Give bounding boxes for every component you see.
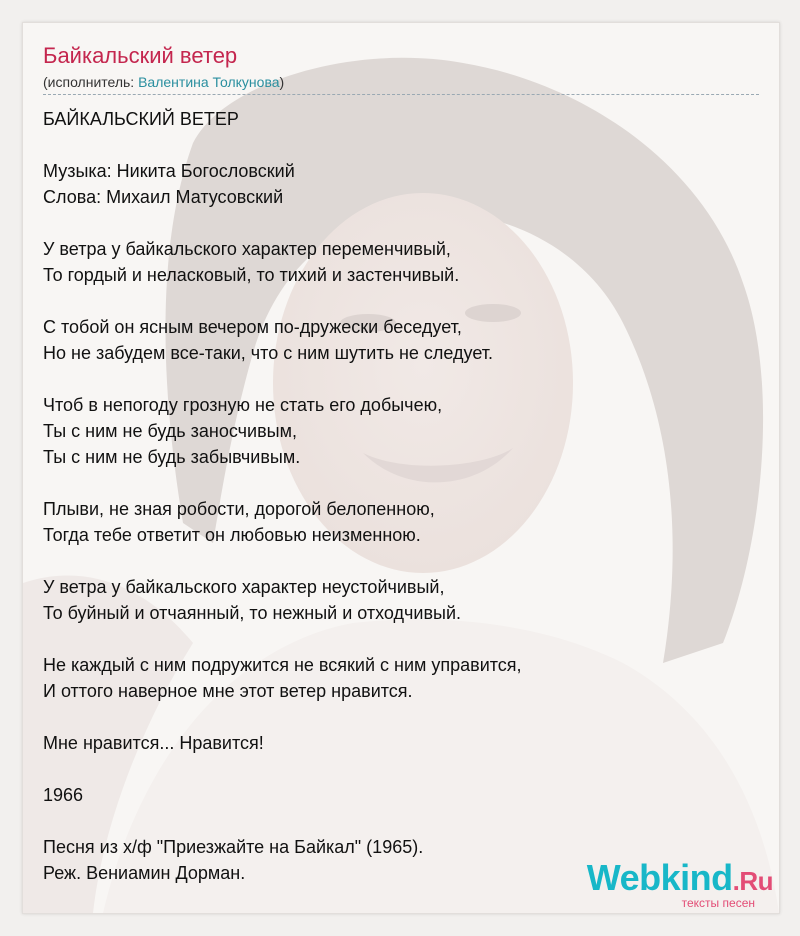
lyrics-blank-line	[43, 626, 759, 652]
artist-prefix: (исполнитель:	[43, 74, 139, 90]
lyrics-line: БАЙКАЛЬСКИЙ ВЕТЕР	[43, 109, 239, 129]
lyrics-blank-line	[43, 808, 759, 834]
lyrics-blank-line	[43, 704, 759, 730]
lyrics-line: Слова: Михаил Матусовский	[43, 187, 284, 207]
site-logo[interactable]	[586, 857, 773, 910]
main-content	[43, 43, 759, 886]
lyrics-text	[43, 106, 759, 886]
lyrics-line: Песня из х/ф "Приезжайте на Байкал" (1965).	[43, 837, 424, 857]
lyrics-line: Ты с ним не будь забывчивым.	[43, 447, 301, 467]
lyrics-line: Музыка: Никита Богословский	[43, 161, 295, 181]
lyrics-blank-line	[43, 470, 759, 496]
logo-subtitle: тексты песен	[681, 896, 755, 910]
lyrics-line: У ветра у байкальского характер переменчивый,	[43, 239, 451, 259]
lyrics-line: То гордый и неласковый, то тихий и застенчивый.	[43, 265, 460, 285]
lyrics-blank-line	[43, 548, 759, 574]
lyrics-line: С тобой он ясным вечером по-дружески беседует,	[43, 317, 462, 337]
logo-name	[586, 857, 773, 899]
artist-line	[43, 73, 759, 95]
artist-link[interactable]: Валентина Толкунова	[138, 74, 280, 90]
lyrics-blank-line	[43, 288, 759, 314]
lyrics-line: И оттого наверное мне этот ветер нравится.	[43, 681, 413, 701]
lyrics-line: То буйный и отчаянный, то нежный и отходчивый.	[43, 603, 462, 623]
lyrics-line: Реж. Вениамин Дорман.	[43, 863, 246, 883]
lyrics-blank-line	[43, 756, 759, 782]
lyrics-blank-line	[43, 210, 759, 236]
lyrics-line: Но не забудем все-таки, что с ним шутить не следует.	[43, 343, 493, 363]
artist-suffix: )	[279, 74, 285, 90]
lyrics-line: У ветра у байкальского характер неустойчивый,	[43, 577, 445, 597]
logo-name-main: Webkind	[586, 857, 733, 898]
lyrics-line: 1966	[43, 785, 84, 805]
lyrics-line: Чтоб в непогоду грозную не стать его добычею,	[43, 395, 443, 415]
lyrics-blank-line	[43, 132, 759, 158]
lyrics-card	[22, 22, 780, 914]
lyrics-line: Ты с ним не будь заносчивым,	[43, 421, 297, 441]
logo-name-tld: .Ru	[732, 866, 773, 896]
lyrics-line: Тогда тебе ответит он любовью неизменною.	[43, 525, 421, 545]
lyrics-line: Мне нравится... Нравится!	[43, 733, 264, 753]
song-title: Байкальский ветер	[43, 43, 238, 68]
lyrics-blank-line	[43, 366, 759, 392]
lyrics-line: Плыви, не зная робости, дорогой белопенною,	[43, 499, 435, 519]
lyrics-line: Не каждый с ним подружится не всякий с ним управится,	[43, 655, 522, 675]
